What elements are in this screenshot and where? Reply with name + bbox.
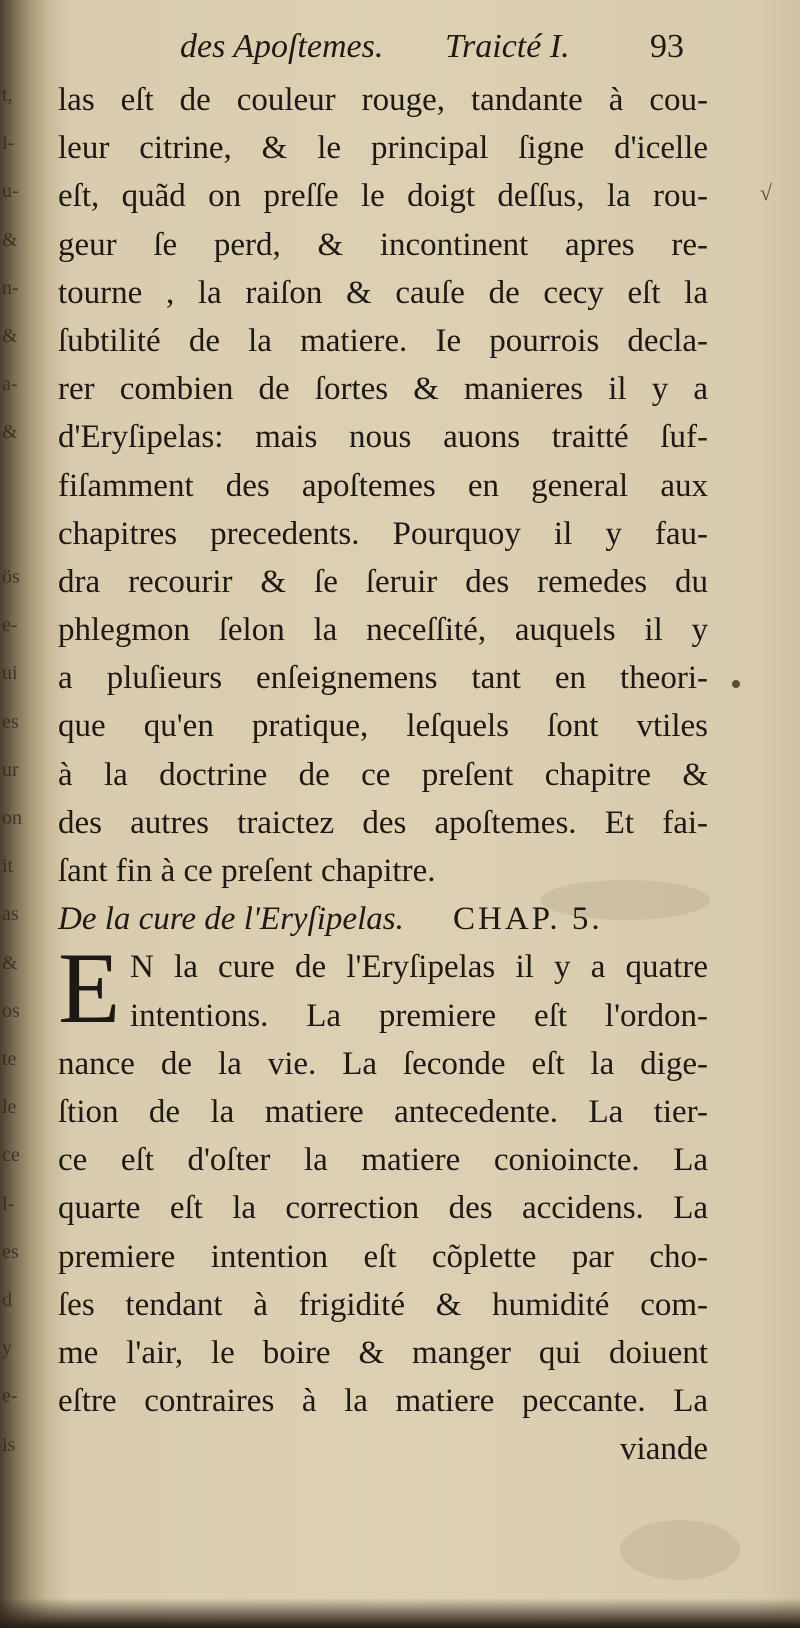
text-line: ſubtilité de la matiere. Ie pourrois decla-: [58, 322, 708, 359]
bleed-letter: it: [2, 855, 14, 878]
running-header: [170, 18, 710, 74]
bleed-letter: te: [2, 1048, 17, 1070]
catchword-line: [58, 1425, 708, 1473]
bleed-letter: &: [2, 421, 18, 444]
text-line: N la cure de l'Eryſipelas il y a quatre: [130, 949, 708, 986]
text-line: geur ſe perd, & incontinent apres re-: [58, 226, 708, 263]
treatise-label: Traicté I.: [445, 28, 570, 65]
text-line: intentions. La premiere eſt l'ordon-: [130, 997, 708, 1034]
bleed-letter: e-: [2, 614, 18, 637]
text-line: chapitres precedents. Pourquoy il y fau-: [58, 515, 708, 552]
drop-cap: E: [58, 932, 121, 1046]
text-line: que qu'en pratique, leſquels ſont vtiles: [58, 708, 708, 745]
bleed-letter: e-: [2, 1385, 18, 1408]
paragraph-1: [58, 76, 708, 895]
catchword: viande: [620, 1431, 708, 1468]
bleed-letter: l-: [2, 1192, 15, 1215]
text-block: [58, 76, 708, 1473]
text-line: à la doctrine de ce preſent chapitre &: [58, 756, 708, 793]
bleed-letter: a-: [2, 373, 18, 396]
running-title: des Apoſtemes.: [180, 28, 384, 65]
bleed-letter: ös: [2, 566, 20, 588]
text-line: eſtre contraires à la matiere peccante. La: [58, 1383, 708, 1420]
text-line: ſtion de la matiere antecedente. La tier-: [58, 1093, 708, 1130]
text-line: tourne , la raiſon & cauſe de cecy eſt la: [58, 274, 708, 311]
text-line: las eſt de couleur rouge, tandante à cou-: [58, 82, 708, 118]
text-line: fiſamment des apoſtemes en general aux: [58, 467, 708, 504]
bleed-letter: y: [2, 1337, 12, 1360]
bleed-letter: d: [2, 1289, 12, 1311]
text-line: nance de la vie. La ſeconde eſt la dige-: [58, 1045, 708, 1082]
bleed-letter: &: [2, 325, 18, 347]
paragraph-2: [58, 1040, 708, 1426]
text-line: a pluſieurs enſeignemens tant en theori-: [58, 660, 708, 697]
margin-dot: [732, 680, 740, 688]
text-line: des autres traictez des apoſtemes. Et fai-: [58, 804, 708, 841]
bleed-letter: as: [2, 903, 19, 926]
text-line: leur citrine, & le principal ſigne d'icelle: [58, 130, 708, 167]
bleed-letter: on: [2, 807, 22, 829]
bleed-letter: os: [2, 999, 20, 1022]
text-line: ſant fin à ce preſent chapitre.: [58, 853, 436, 889]
bleed-letter: es: [2, 710, 19, 733]
bleed-letter: ui: [2, 662, 18, 685]
margin-mark: √: [759, 180, 772, 205]
chapter-title: De la cure de l'Eryſipelas.: [58, 901, 404, 938]
text-line: rer combien de ſortes & manieres il y a: [58, 371, 708, 408]
bleed-letter: i-: [2, 132, 15, 155]
text-line: ſes tendant à frigidité & humidité com-: [58, 1286, 708, 1323]
bleed-through-margin: [0, 78, 40, 1498]
bleed-letter: is: [2, 1433, 16, 1456]
dropcap-paragraph: [58, 932, 708, 1046]
text-line: ce eſt d'oſter la matiere conioincte. La: [58, 1142, 708, 1179]
text-line: dra recourir & ſe ſeruir des remedes du: [58, 563, 708, 600]
bleed-letter: es: [2, 1240, 19, 1263]
bleed-letter: ur: [2, 758, 19, 781]
page-number: 93: [650, 28, 684, 65]
text-line: phlegmon ſelon la neceſſité, auquels il y: [58, 612, 708, 649]
bleed-letter: u-: [2, 180, 19, 203]
text-line: me l'air, le boire & manger qui doiuent: [58, 1334, 708, 1371]
text-line: premiere intention eſt cõplette par cho-: [58, 1238, 708, 1275]
bleed-letter: &: [2, 228, 18, 251]
bleed-letter: ce: [2, 1144, 20, 1167]
bleed-letter: t,: [2, 84, 13, 106]
bleed-letter: le: [2, 1096, 17, 1119]
chapter-number: CHAP. 5.: [453, 901, 603, 938]
text-line: quarte eſt la correction des accidens. La: [58, 1190, 708, 1227]
paper-stain: [620, 1520, 740, 1580]
bleed-letter: n-: [2, 276, 19, 299]
text-line: d'Eryſipelas: mais nous auons traitté ſuf-: [58, 419, 708, 456]
text-line: eſt, quãd on preſſe le doigt deſſus, la rou-: [58, 178, 708, 215]
bleed-letter: &: [2, 951, 18, 974]
chapter-heading: [58, 895, 708, 943]
